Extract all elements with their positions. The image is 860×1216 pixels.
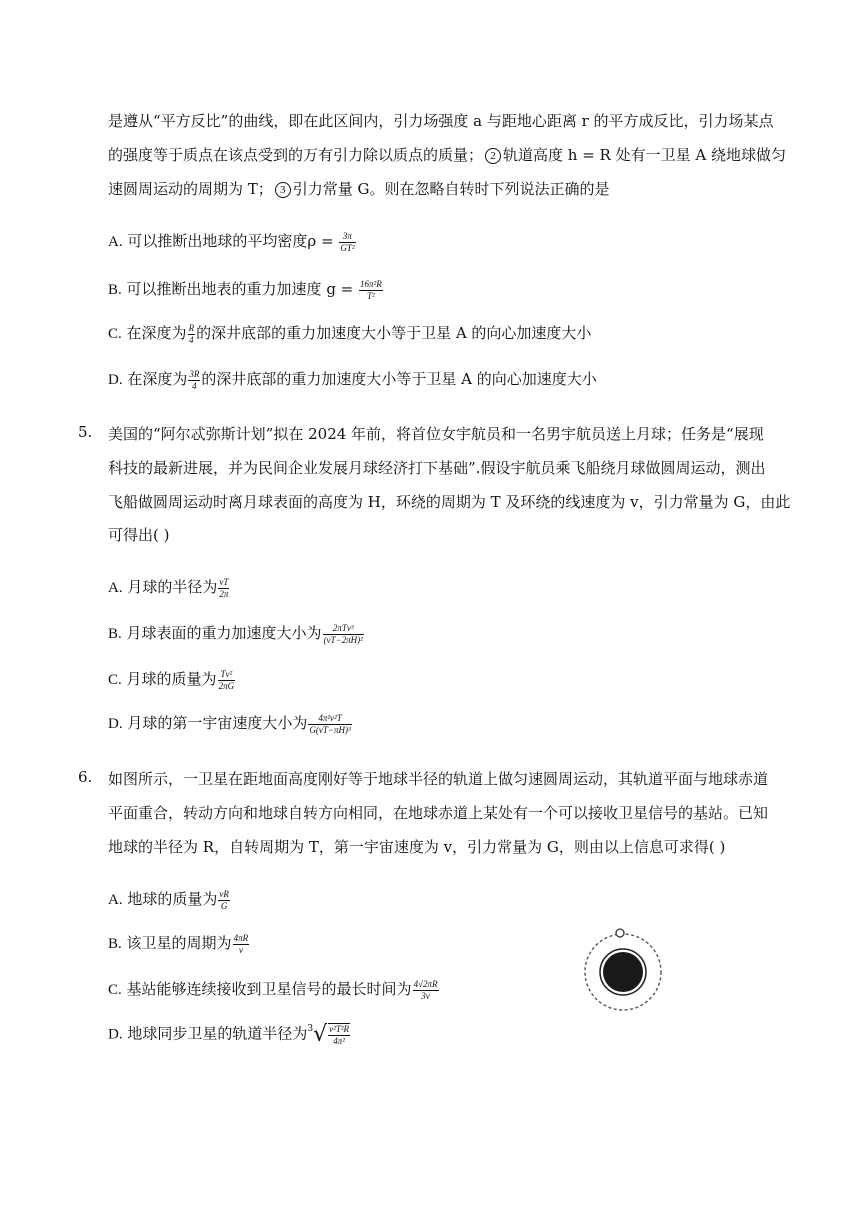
option-text: 可以推断出地表的重力加速度 g = bbox=[126, 280, 354, 298]
fraction-numerator: 4√2πR bbox=[413, 979, 438, 990]
fraction bbox=[339, 231, 355, 253]
fraction bbox=[233, 933, 250, 955]
option-letter: C. bbox=[108, 982, 122, 998]
option-text: 地球的质量为 bbox=[127, 890, 218, 908]
root-index: 3 bbox=[307, 1023, 314, 1034]
q5-stem-line-1: 美国的“阿尔忒弥斯计划”拟在 2024 年前，将首位女宇航员和一名男宇航员送上月球；任务是“展现 bbox=[108, 425, 764, 443]
q5-option-c[interactable] bbox=[108, 668, 236, 691]
option-text: 可以推断出地球的平均密度ρ = bbox=[127, 232, 334, 250]
q4-stem-line-2 bbox=[108, 144, 786, 165]
fraction-denominator: 4π² bbox=[333, 1035, 345, 1046]
q5-option-d[interactable] bbox=[108, 712, 353, 735]
option-letter: A. bbox=[108, 234, 123, 250]
q4-stem-line-2-text: 的强度等于质点在该点受到的万有引力除以质点的质量； bbox=[108, 146, 484, 164]
q4-option-a[interactable] bbox=[108, 230, 357, 253]
q4-stem-line-2-tail: 轨道高度 h = R 处有一卫星 A 绕地球做匀 bbox=[503, 146, 786, 164]
radical-sign: √ bbox=[313, 1022, 328, 1047]
fraction-denominator: (vT−2πH)² bbox=[323, 634, 363, 645]
fraction-numerator: v²T²R bbox=[329, 1024, 350, 1035]
q4-stem-line-3 bbox=[108, 178, 610, 199]
option-text: 月球的质量为 bbox=[126, 670, 217, 688]
option-letter: B. bbox=[108, 626, 122, 642]
fraction-denominator: G bbox=[220, 900, 228, 911]
option-text: 月球表面的重力加速度大小为 bbox=[126, 624, 322, 642]
fraction-numerator: 2πTv³ bbox=[323, 623, 364, 634]
fraction-numerator: 16π²R bbox=[360, 279, 382, 290]
option-text: 在深度为 bbox=[127, 370, 188, 388]
option-letter: D. bbox=[108, 716, 123, 732]
q6-option-a[interactable] bbox=[108, 888, 231, 911]
q6-stem-line-3: 地球的半径为 R，自转周期为 T，第一宇宙速度为 v，引力常量为 G，则由以上信息可求得( ) bbox=[108, 838, 726, 856]
fraction-numerator: vR bbox=[219, 889, 229, 900]
q5-option-a[interactable] bbox=[108, 576, 230, 599]
q6-stem-line-1: 如图所示，一卫星在距地面高度刚好等于地球半径的轨道上做匀速圆周运动，其轨道平面与地球赤道 bbox=[108, 770, 769, 788]
option-letter: A. bbox=[108, 580, 123, 596]
fraction bbox=[308, 713, 351, 735]
option-letter: C. bbox=[108, 326, 122, 342]
option-text: 在深度为 bbox=[126, 324, 187, 342]
option-letter: D. bbox=[108, 1026, 123, 1043]
q4-stem-line-3-text: 速圆周运动的周期为 T； bbox=[108, 180, 273, 198]
fraction-numerator: Tv² bbox=[218, 669, 236, 680]
q6-option-c[interactable] bbox=[108, 978, 440, 1001]
fraction bbox=[328, 1023, 350, 1046]
circled-number-3: 3 bbox=[275, 182, 291, 198]
q5-number: 5. bbox=[78, 423, 93, 441]
q6-option-d[interactable] bbox=[108, 1022, 351, 1047]
fraction-denominator: G(vT−πH)³ bbox=[309, 724, 351, 735]
q5-stem-line-4: 可得出( ) bbox=[108, 526, 170, 544]
fraction-numerator: R bbox=[188, 323, 195, 334]
q4-stem-line-1: 是遵从“平方反比”的曲线，即在此区间内，引力场强度 a 与距地心距离 r 的平方成反比，引力场某点 bbox=[108, 112, 774, 130]
fraction-denominator: 2πG bbox=[218, 680, 235, 691]
option-text: 地球同步卫星的轨道半径为 bbox=[127, 1024, 308, 1043]
q5-option-b[interactable] bbox=[108, 622, 365, 645]
fraction bbox=[188, 323, 196, 345]
fraction-numerator: 3π bbox=[339, 231, 355, 242]
option-text: 月球的半径为 bbox=[127, 578, 218, 596]
option-text: 基站能够连续接收到卫星信号的最长时间为 bbox=[126, 980, 412, 998]
option-letter: D. bbox=[108, 372, 123, 388]
q4-option-b[interactable] bbox=[108, 278, 384, 301]
q4-option-c[interactable] bbox=[108, 322, 591, 345]
q4-stem-line-3-tail: 引力常量 G。则在忽略自转时下列说法正确的是 bbox=[292, 180, 610, 198]
fraction-denominator: 3v bbox=[421, 990, 430, 1001]
fraction bbox=[218, 577, 229, 599]
satellite bbox=[616, 929, 624, 937]
option-text-tail: 的深井底部的重力加速度大小等于卫星 A 的向心加速度大小 bbox=[196, 324, 592, 342]
option-letter: B. bbox=[108, 936, 122, 952]
fraction-numerator: 4π²v²T bbox=[308, 713, 351, 724]
q6-number: 6. bbox=[78, 768, 93, 786]
fraction bbox=[359, 279, 383, 301]
option-text-tail: 的深井底部的重力加速度大小等于卫星 A 的向心加速度大小 bbox=[201, 370, 597, 388]
fraction-denominator: 4 bbox=[192, 380, 197, 391]
fraction-numerator: 4πR bbox=[233, 933, 249, 944]
q6-option-b[interactable] bbox=[108, 932, 250, 955]
fraction bbox=[413, 979, 439, 1001]
fraction-denominator: 4 bbox=[189, 334, 194, 345]
option-text: 月球的第一宇宙速度大小为 bbox=[127, 714, 308, 732]
option-letter: A. bbox=[108, 892, 123, 908]
q5-stem-line-3: 飞船做圆周运动时离月球表面的高度为 H，环绕的周期为 T 及环绕的线速度为 v，引力常量为 G，由此 bbox=[108, 493, 791, 511]
earth bbox=[603, 952, 643, 992]
fraction-denominator: T² bbox=[367, 290, 375, 301]
fraction-denominator: 2π bbox=[219, 588, 229, 599]
fraction-denominator: v bbox=[238, 944, 243, 955]
fraction-numerator: 3R bbox=[189, 369, 200, 380]
fraction-denominator: GT² bbox=[340, 242, 355, 253]
q5-stem-line-2: 科技的最新进展，并为民间企业发展月球经济打下基础”.假设宇航员乘飞船绕月球做圆周运动，测出 bbox=[108, 459, 766, 477]
fraction-numerator: vT bbox=[219, 577, 229, 588]
q6-stem-line-2: 平面重合，转动方向和地球自转方向相同，在地球赤道上某处有一个可以接收卫星信号的基站。已知 bbox=[108, 804, 769, 822]
fraction bbox=[323, 623, 364, 645]
earth-orbit-diagram bbox=[580, 927, 666, 1017]
option-letter: C. bbox=[108, 672, 122, 688]
option-letter: B. bbox=[108, 282, 122, 298]
option-text: 该卫星的周期为 bbox=[126, 934, 232, 952]
fraction bbox=[188, 369, 200, 391]
fraction bbox=[218, 889, 230, 911]
fraction bbox=[218, 669, 236, 691]
q4-option-d[interactable] bbox=[108, 368, 597, 391]
circled-number-2: 2 bbox=[485, 148, 501, 164]
